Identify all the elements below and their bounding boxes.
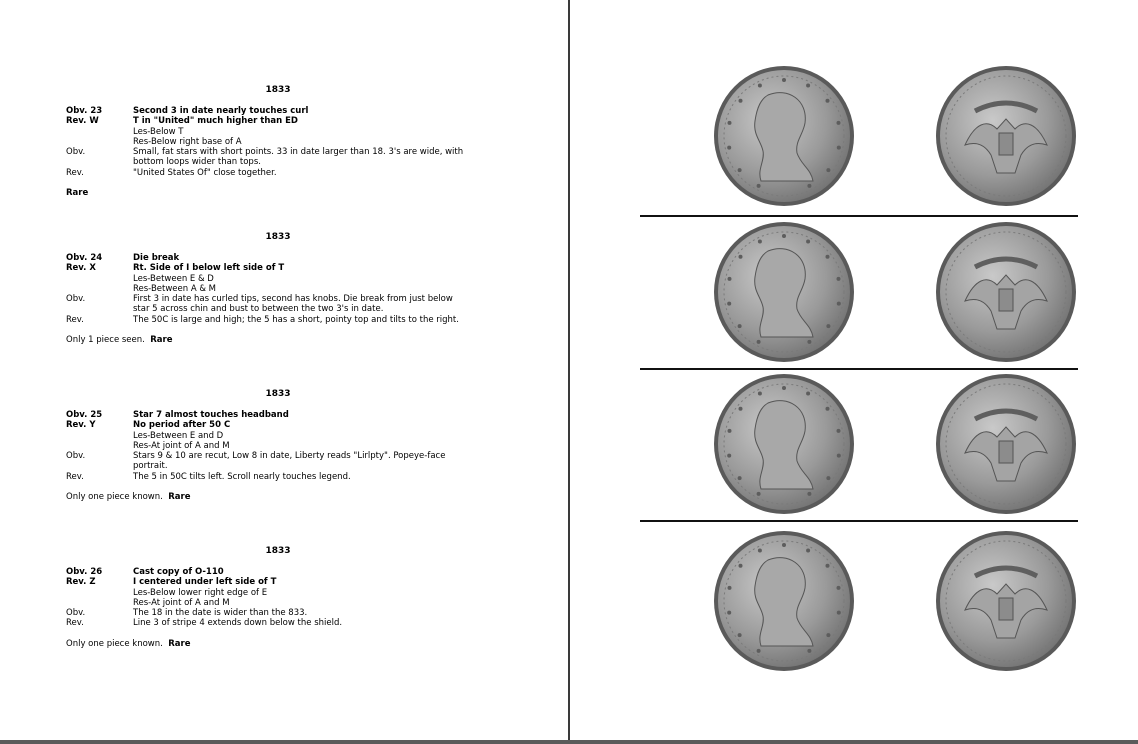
reverse-note-row bbox=[66, 472, 466, 482]
reverse-title: No period after 50 C bbox=[133, 420, 231, 431]
reverse-note: "United States Of" close together. bbox=[133, 167, 277, 178]
reverse-label: Rev. X bbox=[66, 263, 96, 274]
reverse-note-label: Rev. bbox=[66, 471, 84, 482]
reverse-note-row bbox=[66, 315, 466, 325]
variety-entry bbox=[66, 389, 466, 502]
rarity-count: Only 1 piece seen. bbox=[66, 335, 145, 346]
right-page bbox=[570, 0, 1138, 740]
obverse-note: Stars 9 & 10 are recut, Low 8 in date, Liberty reads "Lirlpty". Popeye-face portrait. bbox=[133, 451, 446, 472]
reverse-row bbox=[66, 116, 466, 126]
obverse-note-row bbox=[66, 294, 466, 315]
rarity-count: Only one piece known. bbox=[66, 638, 163, 649]
obverse-row bbox=[66, 567, 466, 577]
bottom-scroll-bar bbox=[0, 740, 1138, 744]
obverse-label: Obv. 24 bbox=[66, 253, 103, 263]
rarity-label: Rare bbox=[168, 492, 191, 503]
rarity-count: Only one piece known. bbox=[66, 492, 163, 503]
reverse-note-label: Rev. bbox=[66, 314, 84, 325]
rarity-label: Rare bbox=[66, 188, 89, 199]
reverse-coin-image bbox=[935, 530, 1077, 672]
reverse-note-label: Rev. bbox=[66, 618, 84, 629]
les-text: Les-Below T bbox=[133, 126, 184, 137]
entry-year: 1833 bbox=[265, 546, 291, 556]
reverse-title: Rt. Side of I below left side of T bbox=[133, 263, 285, 274]
obverse-coin-image bbox=[713, 221, 855, 363]
obverse-note-row bbox=[66, 608, 466, 618]
entry-year: 1833 bbox=[265, 389, 291, 399]
left-page bbox=[0, 0, 568, 740]
reverse-note: The 5 in 50C tilts left. Scroll nearly touches legend. bbox=[133, 471, 351, 482]
obverse-coin-image bbox=[713, 65, 855, 207]
reverse-row bbox=[66, 263, 466, 273]
obverse-row bbox=[66, 253, 466, 263]
coin-pair-row bbox=[640, 373, 1078, 523]
res-row bbox=[66, 137, 466, 147]
row-divider bbox=[640, 215, 1078, 217]
reverse-note-row bbox=[66, 168, 466, 178]
coin-pair-row bbox=[640, 530, 1078, 680]
reverse-label: Rev. W bbox=[66, 116, 99, 127]
obverse-label: Obv. 26 bbox=[66, 567, 103, 577]
reverse-coin-image bbox=[935, 373, 1077, 515]
obverse-row bbox=[66, 106, 466, 116]
res-text: Res-Between A & M bbox=[133, 283, 217, 294]
obverse-title: Die break bbox=[133, 253, 180, 263]
obverse-note: The 18 in the date is wider than the 833. bbox=[133, 608, 308, 619]
obverse-label: Obv. 25 bbox=[66, 410, 103, 420]
obverse-title: Star 7 almost touches headband bbox=[133, 410, 289, 420]
entry-year: 1833 bbox=[265, 232, 291, 242]
les-row bbox=[66, 431, 466, 441]
les-text: Les-Below lower right edge of E bbox=[133, 587, 268, 598]
reverse-coin-image bbox=[935, 221, 1077, 363]
les-row bbox=[66, 274, 466, 284]
les-text: Les-Between E and D bbox=[133, 430, 224, 441]
res-text: Res-At joint of A and M bbox=[133, 440, 230, 451]
obverse-note-row bbox=[66, 147, 466, 168]
reverse-label: Rev. Z bbox=[66, 577, 96, 588]
coin-pair-row bbox=[640, 65, 1078, 215]
obverse-note-row bbox=[66, 451, 466, 472]
obverse-title: Second 3 in date nearly touches curl bbox=[133, 106, 309, 116]
reverse-note: Line 3 of stripe 4 extends down below the shield. bbox=[133, 618, 343, 629]
res-row bbox=[66, 598, 466, 608]
reverse-label: Rev. Y bbox=[66, 420, 96, 431]
les-row bbox=[66, 127, 466, 137]
obverse-note: First 3 in date has curled tips, second has knobs. Die break from just below star 5 across chin and bust to between the two 3's in date. bbox=[133, 294, 453, 315]
res-text: Res-At joint of A and M bbox=[133, 597, 230, 608]
variety-entry bbox=[66, 546, 466, 649]
rarity-line bbox=[66, 188, 466, 198]
reverse-note-row bbox=[66, 618, 466, 628]
obverse-note-label: Obv. bbox=[66, 147, 86, 158]
obverse-coin-image bbox=[713, 530, 855, 672]
les-row bbox=[66, 588, 466, 598]
obverse-label: Obv. 23 bbox=[66, 106, 103, 116]
variety-entry bbox=[66, 232, 466, 345]
row-divider bbox=[640, 520, 1078, 522]
obverse-note: Small, fat stars with short points. 33 in date larger than 18. 3's are wide, with bottom loops wider than tops. bbox=[133, 147, 464, 168]
obverse-note-label: Obv. bbox=[66, 608, 86, 619]
reverse-note: The 50C is large and high; the 5 has a short, pointy top and tilts to the right. bbox=[133, 314, 459, 325]
reverse-row bbox=[66, 577, 466, 587]
les-text: Les-Between E & D bbox=[133, 273, 214, 284]
reverse-title: T in "United" much higher than ED bbox=[133, 116, 298, 127]
variety-entry bbox=[66, 85, 466, 198]
obverse-note-label: Obv. bbox=[66, 294, 86, 305]
res-text: Res-Below right base of A bbox=[133, 136, 242, 147]
rarity-label: Rare bbox=[150, 335, 173, 346]
res-row bbox=[66, 441, 466, 451]
rarity-label: Rare bbox=[168, 638, 191, 649]
obverse-note-label: Obv. bbox=[66, 451, 86, 462]
reverse-coin-image bbox=[935, 65, 1077, 207]
res-row bbox=[66, 284, 466, 294]
coin-pair-row bbox=[640, 221, 1078, 371]
reverse-row bbox=[66, 420, 466, 430]
obverse-row bbox=[66, 410, 466, 420]
entry-year: 1833 bbox=[265, 85, 291, 95]
rarity-line bbox=[66, 492, 466, 502]
rarity-line bbox=[66, 639, 466, 649]
obverse-title: Cast copy of O-110 bbox=[133, 567, 224, 577]
obverse-coin-image bbox=[713, 373, 855, 515]
rarity-line bbox=[66, 335, 466, 345]
reverse-title: I centered under left side of T bbox=[133, 577, 277, 588]
row-divider bbox=[640, 368, 1078, 370]
reverse-note-label: Rev. bbox=[66, 167, 84, 178]
